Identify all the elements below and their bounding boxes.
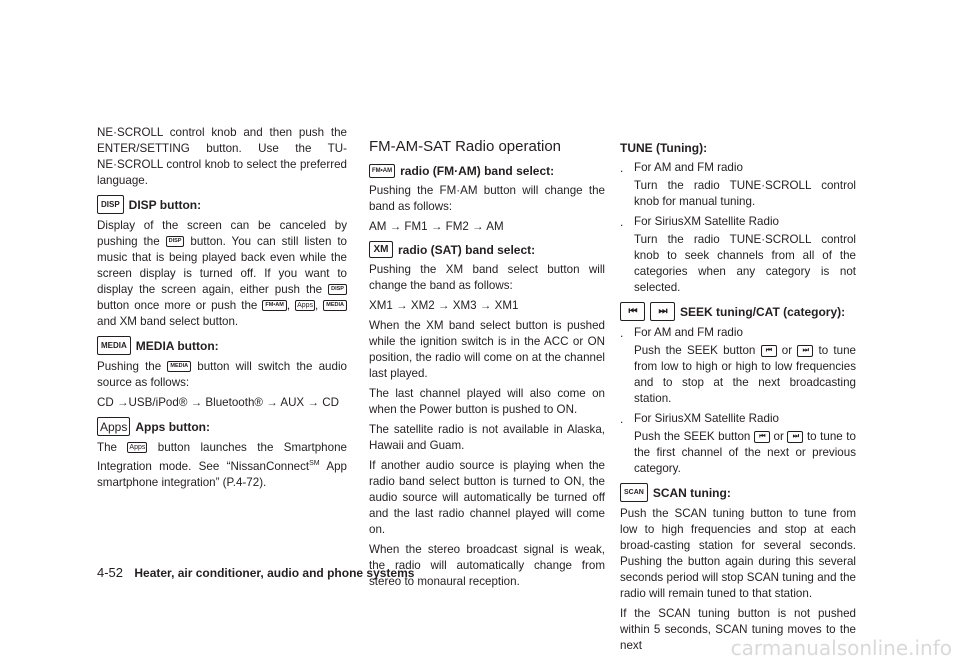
media-inline-icon: MEDIA (323, 300, 347, 311)
tune-item-1 (620, 160, 856, 176)
tune-item-1-label: For AM and FM radio (634, 161, 743, 174)
seek-item-1 (620, 325, 856, 341)
scan-paragraph-2: If the SCAN tuning button is not pushed within 5 seconds, SCAN tuning moves to the next (620, 607, 856, 652)
bullet-icon: . (620, 161, 624, 175)
fm-am-inline-icon: FM•AM (262, 300, 286, 311)
media-inline-icon-2: MEDIA (167, 361, 191, 372)
xm-paragraph-5: When the stereo broadcast signal is weak, the radio will automatically change from stereo to monaural reception. (369, 543, 605, 588)
seek-item-2-label: For SiriusXM Satellite Radio (634, 412, 779, 425)
section-title: FM-AM-SAT Radio operation (369, 138, 562, 155)
fm-am-heading (369, 163, 605, 179)
apps-inline-icon-2: Apps (129, 444, 146, 452)
disp-inline-icon: DISP (166, 236, 185, 247)
seek-item-1-label: For AM and FM radio (634, 326, 743, 339)
fm-am-icon: FM•AM (369, 164, 395, 178)
tune-heading: TUNE (Tuning): (620, 141, 708, 155)
media-heading-text: MEDIA button: (135, 338, 219, 353)
seek-next-icon: ⏭ (650, 302, 675, 321)
disp-paragraph: Display of the screen can be canceled by pushing the DISP button. You can still listen to music that is being played back even while the screen display is turned off. If you want to display the screen again, either push the DISP button once more or push the FM•AM , Apps , MEDIA and XM band select button. (97, 219, 347, 328)
disp-icon: DISP (97, 195, 124, 214)
xm-paragraph-4: If another audio source is playing when the radio band select button is turned to ON, the audio source will automatically be turned off and the last radio channel played will come on. (369, 459, 605, 536)
apps-heading-text: Apps button: (135, 419, 211, 434)
bullet-icon: . (620, 215, 624, 229)
xm-sequence: XM1 → XM2 → XM3 → XM1 (369, 299, 519, 312)
disp-heading-text: DISP button: (128, 197, 202, 212)
tune-item-2-text: Turn the radio TUNE·SCROLL control knob to seek channels from all of the categories when any category is not selected. (634, 233, 856, 294)
seek-prev-icon: ⏮ (620, 302, 645, 321)
bullet-icon: . (620, 412, 624, 426)
scan-heading (620, 483, 856, 502)
seek-prev-inline-icon: ⏮ (761, 345, 777, 357)
media-icon: MEDIA (97, 336, 131, 355)
page-number: 4-52 (97, 565, 124, 580)
scan-heading-text: SCAN tuning: (652, 485, 731, 500)
chapter-title: Heater, air conditioner, audio and phone systems (134, 566, 415, 580)
media-sequence: CD →USB/iPod® → Bluetooth® → AUX → CD (97, 396, 339, 409)
seek-item-1-text: Push the SEEK button ⏮ or ⏭ to tune from low to high or high to low frequencies and to stop at the next broadcasting station. (634, 344, 856, 405)
media-heading (97, 336, 347, 355)
xm-paragraph-2: The last channel played will also come on when the Power button is pushed to ON. (369, 387, 605, 416)
left-column (97, 125, 347, 495)
middle-column (369, 137, 605, 594)
scan-icon: SCAN (620, 483, 648, 502)
xm-heading (369, 241, 605, 258)
xm-paragraph: Pushing the XM band select button will change the band as follows: (369, 263, 605, 292)
apps-paragraph: The Apps button launches the Smartphone Integration mode. See “NissanConnect℠ App smartphone integration” (P.4-72). (97, 441, 347, 489)
bullet-icon: . (620, 326, 624, 340)
disp-inline-icon-2: DISP (328, 284, 347, 295)
xm-heading-text: radio (SAT) band select: (398, 242, 536, 257)
xm-paragraph-3: The satellite radio is not available in Alaska, Hawaii and Guam. (369, 423, 605, 452)
fm-am-heading-text: radio (FM·AM) band select: (400, 164, 555, 178)
tune-item-2 (620, 214, 856, 230)
intro-paragraph: NE·SCROLL control knob and then push the ENTER/SETTING button. Use the TU-NE·SCROLL control knob to select the preferred language. (97, 126, 347, 187)
scan-paragraph-1: Push the SCAN tuning button to tune from low to high frequencies and stop at each broad-casting station for several seconds. Pushing the button again during this several seconds period will stop SCAN tuning and the radio will remain tuned to that station. (620, 507, 856, 600)
xm-icon: XM (369, 241, 393, 258)
apps-inline-icon: Apps (297, 302, 314, 310)
seek-prev-inline-icon-2: ⏮ (754, 431, 770, 443)
media-paragraph: Pushing the MEDIA button will switch the audio source as follows: (97, 360, 347, 389)
apps-heading (97, 417, 347, 436)
tune-item-1-text: Turn the radio TUNE·SCROLL control knob for manual tuning. (634, 179, 856, 208)
sm-mark: SM (309, 460, 320, 467)
disp-heading (97, 195, 347, 214)
seek-next-inline-icon: ⏭ (797, 345, 813, 357)
apps-icon: Apps (97, 417, 130, 436)
page-footer (97, 565, 414, 580)
tune-item-2-label: For SiriusXM Satellite Radio (634, 215, 779, 228)
seek-next-inline-icon-2: ⏭ (787, 431, 803, 443)
seek-heading-text: SEEK tuning/CAT (category): (680, 304, 846, 319)
fm-am-sequence: AM → FM1 → FM2 → AM (369, 220, 504, 233)
right-column (620, 140, 856, 658)
seek-item-2 (620, 411, 856, 427)
seek-item-2-text: Push the SEEK button ⏮ or ⏭ to tune to the first channel of the next or previous category. (634, 430, 856, 475)
watermark: carmanualsonline.info (730, 636, 952, 660)
xm-paragraph-1: When the XM band select button is pushed while the ignition switch is in the ACC or ON position, the radio will come on at the channel last played. (369, 319, 605, 380)
fm-am-paragraph: Pushing the FM·AM button will change the band as follows: (369, 184, 605, 213)
seek-heading (620, 302, 856, 321)
